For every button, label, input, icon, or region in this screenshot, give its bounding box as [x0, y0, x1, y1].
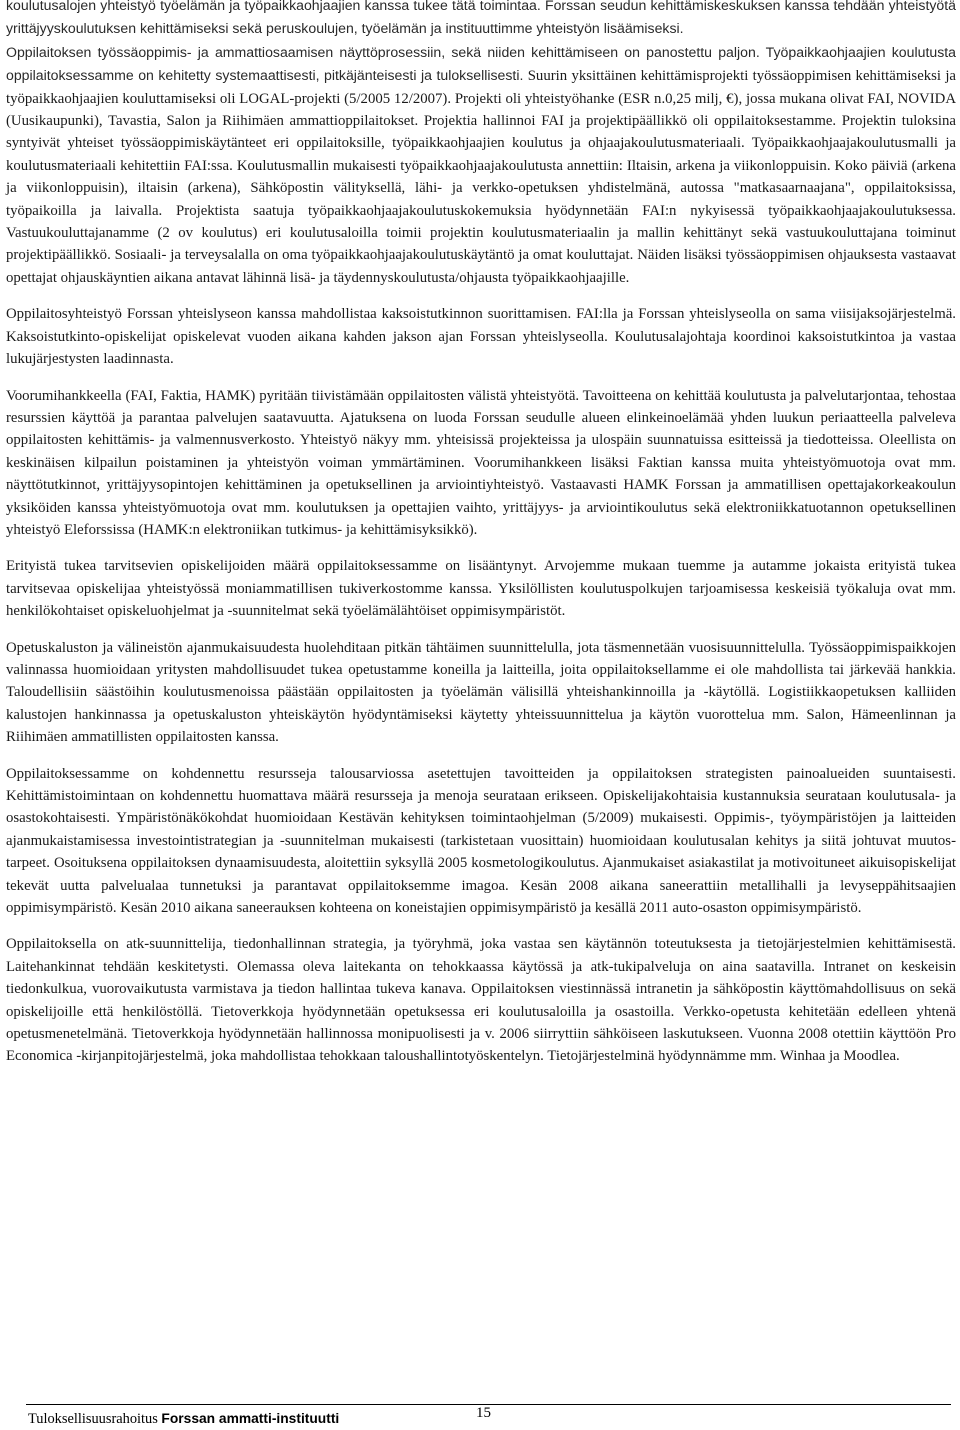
paragraph-8-text: Oppilaitoksella on atk-suunnittelija, tiedonhallinnan strategia, ja työryhmä, joka vastaa sen käytännön toteutuksesta ja tietojärjestelmien kehittämisestä. Laitehankinnat tehdään keskitetysti. Olemassa oleva laitekanta on tehokkaassa käytössä ja atk-tukipalveluja on aina saatavilla. Intranet on keskeisin tiedonkulkua, vuorovaikutusta varmistava ja tiedon hallintaa tukeva kanava. Oppilaitoksen viestinnässä intranetin ja sähköpostin käyttömahdollisuus on sekä opiskelijoille että henkilöstöllä. Tietoverkkoja hyödynnetään opetuksessa eri koulutusaloilla ja osastoilla. Verkko-opetusta kehitetään edelleen yhtenä opetusmenetelmänä. Tietoverkkoja hyödynnetään hallinnossa monipuolisesti ja v. 2006 siirryttiin sähköiseen laskutukseen. Vuonna 2008 otettiin käyttöön Pro Economica -kirjanpitojärjestelmä, joka mahdollistaa tehokkaan taloushallintotyöskentelyn. Tietojärjestelminä hyödynnämme mm. Winhaa ja Moodlea. — [6, 936, 956, 1065]
footer-organization: Forssan ammatti-instituutti — [161, 1411, 340, 1426]
paragraph-6 — [6, 637, 956, 749]
page-number: 15 — [476, 1405, 491, 1421]
paragraph-4-text: Voorumihankkeella (FAI, Faktia, HAMK) pyritään tiivistämään oppilaitosten välistä yhteistyötä. Tavoitteena on kehittää koulutusta ja palvelutarjontaa, tehostaa resurssien käyttöä ja parantaa palvelujen saatavuutta. Ajatuksena on luoda Forssan seudulle alueen elinkeinoelämää yhden luukun periaatteella palveleva oppilaitosten kehittämis- ja valmennusverkosto. Yhteistyö näkyy mm. yhteisissä projekteissa ja ulospäin suunnatuissa esitteissä ja tiedotteissa. Oleellista on keskinäisen kilpailun poistaminen ja yhteistyön voiman ymmärtäminen. Voorumihankkeen lisäksi Faktian kanssa muita yhteistyömuotoja ovat mm. näyttötutkinnot, yrittäjyysopintojen kehittäminen ja opetuksellinen ja arviointiyhteistyö. Vastaavasti HAMK Forssan ja ammatillisen opettajakorkeakoulun yksiköiden kanssa yhteistyömuotoja ovat mm. koulutuksen ja opettajien vaihto, yrittäjyys- ja arviointikoulutus sekä elektroniikkatuotannon opetuksellinen yhteistyö Eleforssissa (HAMK:n elektroniikan tutkimus- ja kehittämisyksikkö). — [6, 387, 956, 538]
paragraph-2-text: Suurin yksittäinen kehittämisprojekti työssäoppimisen kehittämiseksi ja työpaikkaohjaajien kouluttamiseksi oli LOGAL-projekti (5/2005 12/2007). Projekti oli yhteistyöhanke (ESR n.0,25 milj, €), jossa mukana olivat FAI, NOVIDA (Uusikaupunki), Tavastia, Salon ja Riihimäen ammattioppilaitokset. Projektia hallinnoi FAI ja projektipäällikkö oli oppilaitoksestamme. Projektin tuloksina syntyivät yhteiset työssäoppimiskäytänteet eri oppilaitoksille, työpaikkaohjaajien koulutus ja ohjaajakoulutusmateriaali. Työpaikkaohjaajakoulutusmalli ja koulutusmateriaali kehitettiin FAI:ssa. Koulutusmallin mukaisesti työpaikkaohjaajakoulutusta annettiin: Iltaisin, arkena ja viikonloppuisin. Koko päiviä (arkena ja viikonloppuisin), iltaisin (arkena), Sähköpostin välityksellä, lähi- ja verkko-opetuksen yhdistelmänä, autossa "matkasaarnaajana", oppilaitoksissa, työpaikoilla ja laivalla. Projektista saatuja työpaikkaohjaajakoulutuskokemuksia hyödynnetään FAI:n nykyisessä työpaikkaohjaajakoulutuksessa. Vastuukouluttajanamme (2 ov koulutus) eri koulutusaloilla toimii projektin koulutusmateriaalin ja mallin kehittänyt sekä vastuukouluttajana toiminut projektipäällikkö. Sosiaali- ja terveysalalla on oma työpaikkaohjaajakoulutuskäytäntö ja omat kouluttajat. Näiden lisäksi työssäoppimisen ohjauksesta vastaavat opettajat ohjauskäyntien aikana antavat lähinnä lisä- ja täydennyskoulutusta/ohjausta työpaikkaohjaajille. — [6, 68, 956, 286]
paragraph-3 — [6, 303, 956, 370]
paragraph-1-text: koulutusalojen yhteistyö työelämän ja työpaikkaohjaajien kanssa tukee tätä toimintaa. Forssan seudun kehittämiskeskuksen kanssa tehdään yhteistyötä yrittäjyyskoulutuksen kehittämiseksi sekä peruskoulujen, työelämän ja instituuttimme yhteistyön lisäämiseksi. — [6, 0, 956, 37]
body-text — [6, 0, 956, 1068]
paragraph-1 — [6, 0, 956, 41]
paragraph-4 — [6, 385, 956, 542]
page-footer — [26, 1398, 951, 1426]
paragraph-5-text: Erityistä tukea tarvitsevien opiskelijoiden määrä oppilaitoksessamme on lisääntynyt. Arvojemme mukaan tuemme ja autamme jokaista erityistä tukea tarvitsevaa opiskelijaa yhteistyössä moniammatillisen tukiverkostomme kanssa. Yksilöllisten koulutuspolkujen tarjoamisessa keskeisiä työkaluja ovat mm. henkilökohtaiset opiskeluohjelmat ja -suunnitelmat sekä työelämälähtöiset oppimisympäristöt. — [6, 558, 956, 620]
paragraph-6-text: Opetuskaluston ja välineistön ajanmukaisuudesta huolehditaan pitkän tähtäimen suunnittelulla, jota täsmennetään vuosisuunnittelulla. Työssäoppimispaikkojen valinnassa huomioidaan yritysten mahdollisuudet tukea opetustamme koneilla ja laitteilla, joita oppilaitoksellamme ei ole mahdollista tai järkevää hankkia. Taloudellisiin säästöihin koulutusmenoissa päästään oppilaitosten ja työelämän välisillä yhteishankinnoilla ja -käytöllä. Logistiikkaopetuksen kalliiden kalustojen hankinnassa ja opetuskaluston yhteiskäytön hyödyntämiseksi käytetty yhteissuunnittelua ja käytön vuorottelua mm. Salon, Hämeenlinnan ja Riihimäen ammatillisten oppilaitosten kanssa. — [6, 639, 956, 746]
paragraph-5 — [6, 555, 956, 622]
footer-text — [28, 1408, 339, 1430]
paragraph-8 — [6, 933, 956, 1067]
footer-title: Tuloksellisuusrahoitus — [28, 1411, 158, 1427]
paragraph-2 — [6, 41, 956, 289]
paragraph-2-lead: Oppilaitoksen työssäoppimis- ja ammattiosaamisen näyttöprosessiin, sekä niiden kehittämiseen on panostettu paljon. Työpaikkaohjaajien koulutusta oppilaitoksessamme on kehitetty systemaattisesti, pitkäjänteisesti ja tuloksellisesti. — [6, 43, 956, 84]
paragraph-3-text: Oppilaitosyhteistyö Forssan yhteislyseon kanssa mahdollistaa kaksoistutkinnon suorittamisen. FAI:lla ja Forssan yhteislyseolla on sama viisijaksojärjestelmä. Kaksoistutkinto-opiskelijat opiskelevat vuoden aikana kahden jakson ajan Forssan yhteislyseolla. Koulutusalajohtaja koordinoi kaksoistutkintoa ja vastaa lukujärjestysten laadinnasta. — [6, 306, 956, 368]
paragraph-7 — [6, 763, 956, 920]
paragraph-7-text: Oppilaitoksessamme on kohdennettu resursseja talousarviossa asetettujen tavoitteiden ja oppilaitoksen strategisten painoalueiden suuntaisesti. Kehittämistoimintaan on kohdennettu huomattava määrä resursseja ja menoja seurataan erikseen. Opiskelijakohtaisia kustannuksia seurataan koulutusala- ja osastokohtaisesti. Ympäristönäkökohdat huomioidaan Kestävän kehityksen toimintaohjelman (5/2009) mukaisesti. Oppimis-, työympäristöjen ja laitteiden ajanmukaistamisessa investointistrategian ja -suunnitelman mukaisesti (tarkistetaan vuosittain) huomioidaan koulutusalan kehitys ja siitä johtuvat muutostarpeet. Osoituksena oppilaitoksen dynaamisuudesta, aloitettiin syksyllä 2005 kosmetologikoulutus. Ajanmukaiset asiakastilat ja motivoituneet aikuisopiskelijat tekevät uutta palvelualaa tunnetuksi ja parantavat oppilaitoksemme imagoa. Kesän 2008 aikana saneerattiin metallihalli ja levyseppähitsaajien oppimisympäristö. Kesän 2010 aikana saneerauksen kohteena on koneistajien oppimisympäristö ja kesällä 2011 auto-osaston oppimisympäristö. — [6, 765, 956, 917]
